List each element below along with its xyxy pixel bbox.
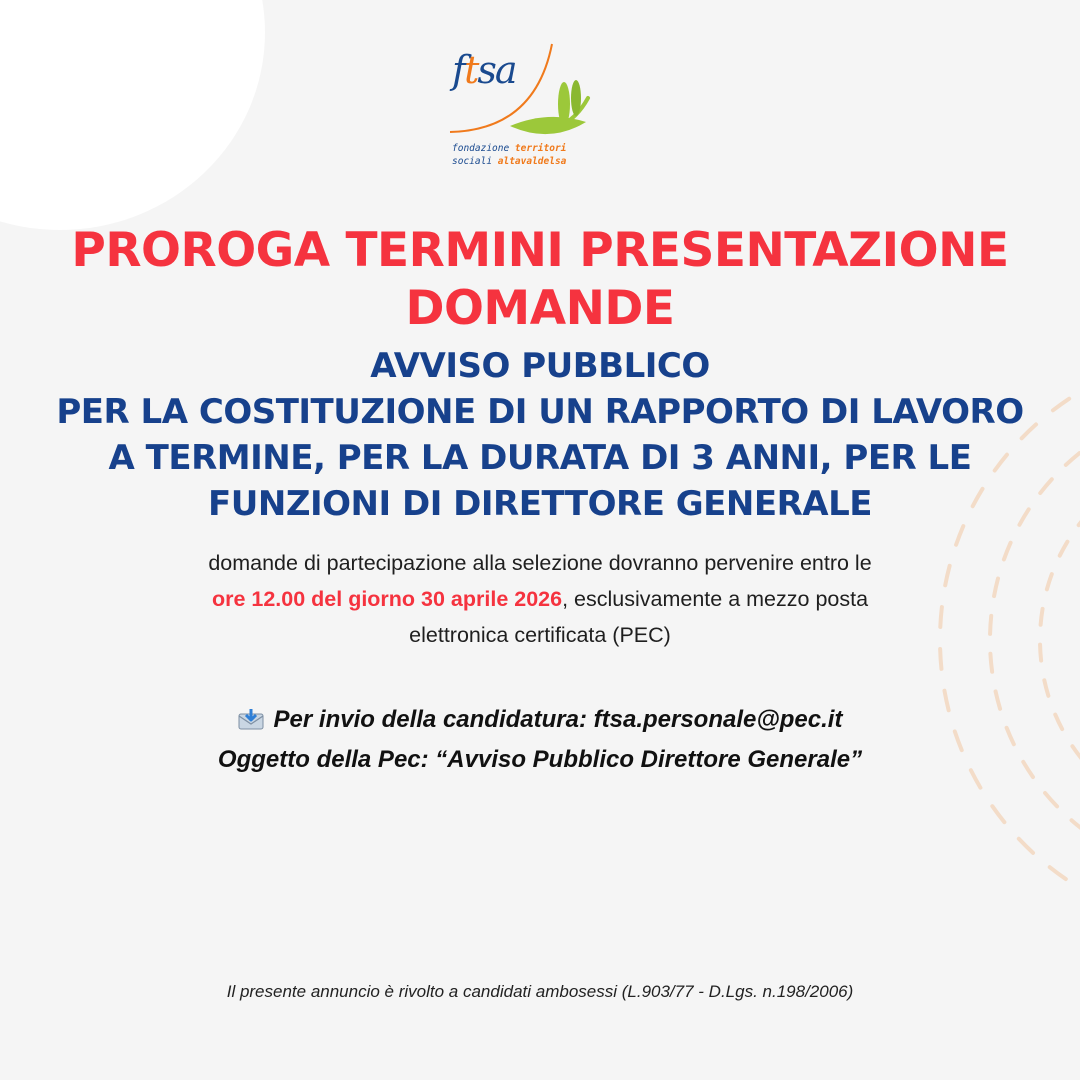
deadline-paragraph	[100, 545, 980, 653]
subheadline-line-1: AVVISO PUBBLICO	[370, 346, 710, 386]
mail-inbox-icon	[238, 708, 264, 730]
contact-line-2: Oggetto della Pec: “Avviso Pubblico Direttore Generale”	[217, 746, 863, 773]
contact-info	[0, 700, 1080, 780]
logo-caption: fondazione territori sociali altavaldelsa	[452, 143, 567, 167]
deadline-date: ore 12.00 del giorno 30 aprile 2026	[211, 587, 563, 611]
subheadline-line-4: FUNZIONI DI DIRETTORE GENERALE	[208, 484, 872, 524]
headline-line-1: PROROGA TERMINI PRESENTAZIONE	[71, 223, 1009, 278]
logo-wordmark: ftsa	[452, 48, 516, 92]
headline-line-2: DOMANDE	[405, 281, 675, 336]
subheadline	[0, 343, 1080, 527]
body-line-3: elettronica certificata (PEC)	[409, 623, 671, 647]
subheadline-line-3: A TERMINE, PER LA DURATA DI 3 ANNI, PER LE	[108, 438, 972, 478]
legal-footer: Il presente annuncio è rivolto a candidati ambosessi (L.903/77 - D.Lgs. n.198/2006)	[226, 982, 854, 1001]
headline	[0, 222, 1080, 338]
ftsa-logo	[440, 40, 640, 180]
application-email: Per invio della candidatura: ftsa.personale@pec.it	[273, 706, 843, 733]
contact-line-1	[0, 700, 1080, 740]
subheadline-line-2: PER LA COSTITUZIONE DI UN RAPPORTO DI LAVORO	[56, 392, 1024, 432]
body-line-1: domande di partecipazione alla selezione dovranno pervenire entro le	[208, 551, 872, 575]
body-line-2: ore 12.00 del giorno 30 aprile 2026, esclusivamente a mezzo posta	[211, 587, 869, 611]
